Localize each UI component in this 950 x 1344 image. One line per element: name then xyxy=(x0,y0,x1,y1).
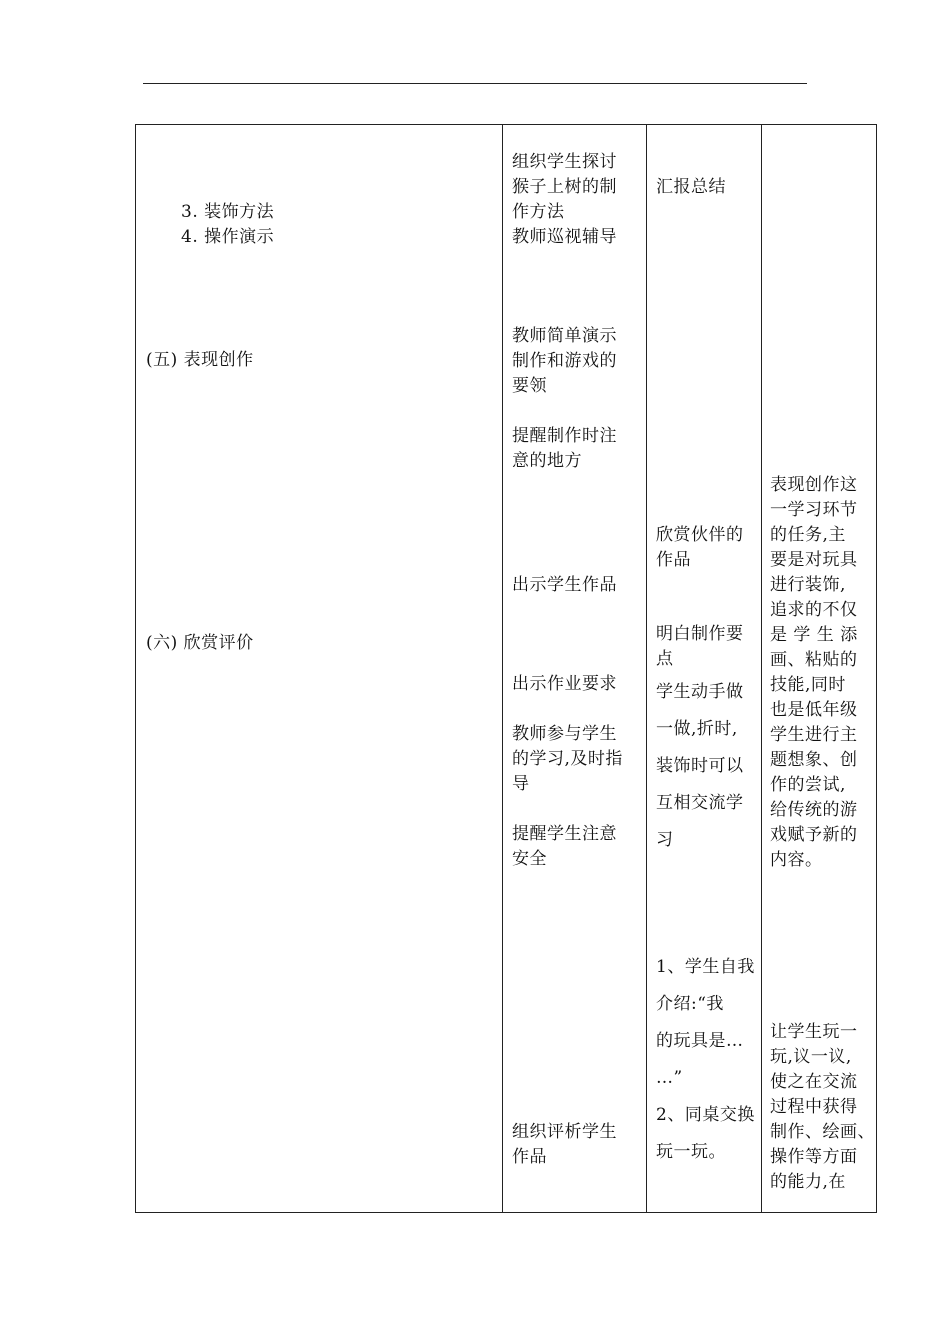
teacher-activity-2 xyxy=(512,324,617,399)
teacher-activity-6 xyxy=(512,722,623,797)
text-line: 提醒学生注意 xyxy=(512,824,617,844)
text-line: 学生进行主 xyxy=(770,725,858,745)
text-line: 安全 xyxy=(512,849,547,869)
text-line: 追求的不仅 xyxy=(770,600,858,620)
text-line: 教师参与学生 xyxy=(512,724,617,744)
text-line: 出示作业要求 xyxy=(512,674,617,694)
text-line: 提醒制作时注 xyxy=(512,426,617,446)
text-line: 汇报总结 xyxy=(656,177,726,197)
text-line: 明白制作要 xyxy=(656,624,744,644)
column-divider xyxy=(761,125,762,1212)
text-line: 作的尝试, xyxy=(770,775,846,795)
design-intent-1 xyxy=(770,473,858,873)
text-line: 要领 xyxy=(512,376,547,396)
teacher-activity-8 xyxy=(512,1120,617,1170)
text-line: 题想象、创 xyxy=(770,750,858,770)
text-line: 教师巡视辅导 xyxy=(512,227,617,247)
teacher-activity-5 xyxy=(512,672,617,697)
lesson-plan-table xyxy=(135,124,877,1213)
text-line: 互相交流学 xyxy=(656,793,744,813)
text-line: 组织评析学生 xyxy=(512,1122,617,1142)
text-line: 要是对玩具 xyxy=(770,550,858,570)
text-line: 玩,议一议, xyxy=(770,1047,852,1067)
column-divider xyxy=(646,125,647,1212)
text-line: 介绍:“我 xyxy=(656,994,724,1014)
text-line: 点 xyxy=(656,649,674,669)
text-line: …” xyxy=(656,1068,683,1088)
text-line: 教师简单演示 xyxy=(512,326,617,346)
text-line: 出示学生作品 xyxy=(512,575,617,595)
header-rule xyxy=(143,83,807,84)
teacher-activity-1 xyxy=(512,150,617,250)
section-heading-5: (五) 表现创作 xyxy=(146,350,254,370)
text-line: 的能力,在 xyxy=(770,1172,846,1192)
text-line: 制作和游戏的 xyxy=(512,351,617,371)
design-intent-2 xyxy=(770,1020,875,1195)
text-line: 的学习,及时指 xyxy=(512,749,623,769)
text-line: 是 学 生 添 xyxy=(770,625,858,645)
text-line: 表现创作这 xyxy=(770,475,858,495)
text-line: 的玩具是… xyxy=(656,1031,744,1051)
teacher-activity-4 xyxy=(512,573,617,598)
text-line: 戏赋予新的 xyxy=(770,825,858,845)
student-activity-2 xyxy=(656,523,744,573)
method-item-4: 4. 操作演示 xyxy=(181,227,275,247)
text-line: 2、同桌交换 xyxy=(656,1105,755,1125)
text-line: 内容。 xyxy=(770,850,823,870)
text-line: 过程中获得 xyxy=(770,1097,858,1117)
text-line: 玩一玩。 xyxy=(656,1142,726,1162)
text-line: 作品 xyxy=(512,1147,547,1167)
text-line: 猴子上树的制 xyxy=(512,177,617,197)
text-line: 欣赏伙伴的 xyxy=(656,525,744,545)
method-item-3: 3. 装饰方法 xyxy=(181,202,275,222)
text-line: 画、粘贴的 xyxy=(770,650,858,670)
text-line: 组织学生探讨 xyxy=(512,152,617,172)
student-activity-1 xyxy=(656,175,726,200)
text-line: 意的地方 xyxy=(512,451,582,471)
text-line: 装饰时可以 xyxy=(656,756,744,776)
text-line: 作方法 xyxy=(512,202,565,222)
student-activity-5 xyxy=(656,949,755,1171)
text-line: 作品 xyxy=(656,550,691,570)
text-line: 让学生玩一 xyxy=(770,1022,858,1042)
text-line: 一学习环节 xyxy=(770,500,858,520)
text-line: 一做,折时, xyxy=(656,719,738,739)
student-activity-4 xyxy=(656,674,744,859)
student-activity-3 xyxy=(656,622,744,672)
text-line: 的任务,主 xyxy=(770,525,846,545)
text-line: 操作等方面 xyxy=(770,1147,858,1167)
text-line: 给传统的游 xyxy=(770,800,858,820)
text-line: 习 xyxy=(656,830,674,850)
text-line: 制作、绘画、 xyxy=(770,1122,875,1142)
text-line: 导 xyxy=(512,774,530,794)
text-line: 技能,同时 xyxy=(770,675,846,695)
text-line: 进行装饰, xyxy=(770,575,846,595)
teacher-activity-3 xyxy=(512,424,617,474)
text-line: 也是低年级 xyxy=(770,700,858,720)
text-line: 1、学生自我 xyxy=(656,957,755,977)
text-line: 学生动手做 xyxy=(656,682,744,702)
teacher-activity-7 xyxy=(512,822,617,872)
text-line: 使之在交流 xyxy=(770,1072,858,1092)
column-divider xyxy=(502,125,503,1212)
section-heading-6: (六) 欣赏评价 xyxy=(146,633,254,653)
